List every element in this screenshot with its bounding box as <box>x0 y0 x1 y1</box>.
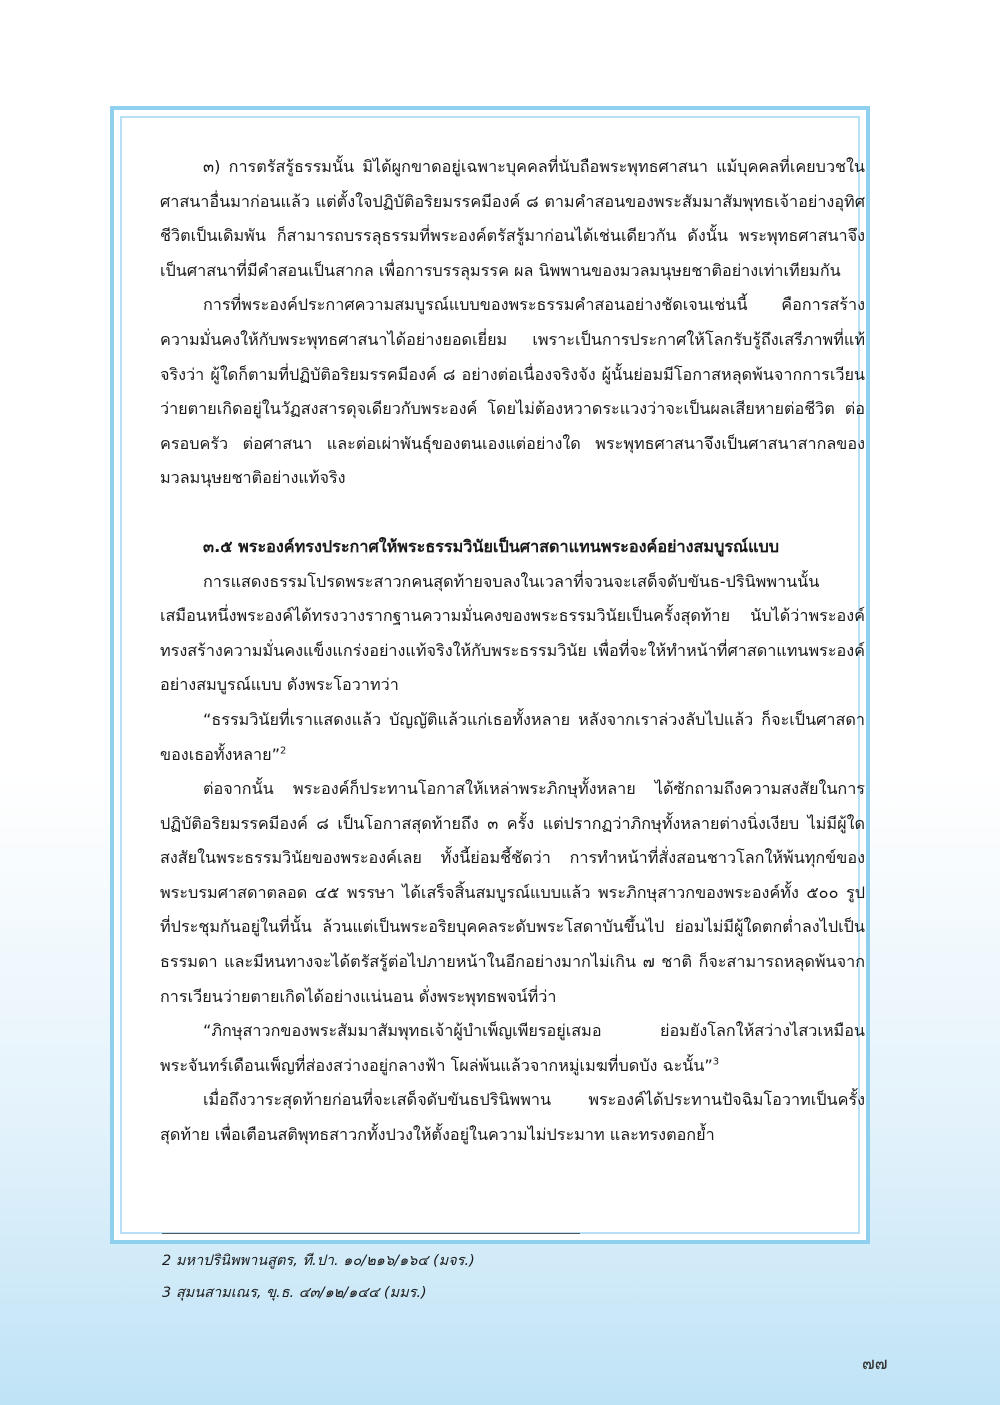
quote-1-text: “ธรรมวินัยที่เราแสดงแล้ว บัญญัติแล้วแก่เธอทั้งหลาย หลังจากเราล่วงลับไปแล้ว ก็จะเป็นศาสดาของเธอทั้งหลาย” <box>160 709 865 764</box>
page-number: ๗๗ <box>862 1354 888 1374</box>
paragraph-5: เมื่อถึงวาระสุดท้ายก่อนที่จะเสด็จดับขันธปรินิพพาน พระองค์ได้ประทานปัจฉิมโอวาทเป็นครั้งสุดท้าย เพื่อเตือนสติพุทธสาวกทั้งปวงให้ตั้งอยู่ในความไม่ประมาท และทรงตอกย้ำ <box>160 1090 865 1145</box>
footnote-ref-3[interactable]: 3 <box>712 1056 720 1068</box>
paragraph-4: ต่อจากนั้น พระองค์ก็ประทานโอกาสให้เหล่าพระภิกษุทั้งหลาย ได้ซักถามถึงความสงสัยในการปฏิบัติอริยมรรคมีองค์ ๘ เป็นโอกาสสุดท้ายถึง ๓ ครั้ง แต่ปรากฏว่าภิกษุทั้งหลายต่างนิ่งเงียบ ไม่มีผู้ใดสงสัยในพระธรรมวินัยของพระองค์เลย ทั้งนี้ย่อมชี้ชัดว่า การทำหน้าที่สั่งสอนชาวโลกให้พ้นทุกข์ของพระบรมศาสดาตลอด ๔๕ พรรษา ได้เสร็จสิ้นสมบูรณ์แบบแล้ว พระภิกษุสาวกของพระองค์ทั้ง ๕๐๐ รูป ที่ประชุมกันอยู่ในที่นั้น ล้วนแต่เป็นพระอริยบุคคลระดับพระโสดาบันขึ้นไป ย่อมไม่มีผู้ใดตกต่ำลงไปเป็นธรรมดา และมีหนทางจะได้ตรัสรู้ต่อไปภายหน้าในอีกอย่างมากไม่เกิน ๗ ชาติ ก็จะสามารถหลุดพ้นจากการเวียนว่ายตายเกิดได้อย่างแน่นอน ดั่งพระพุทธพจน์ที่ว่า <box>160 779 865 1006</box>
footnotes <box>162 1248 862 1312</box>
paragraph-2: การที่พระองค์ประกาศความสมบูรณ์แบบของพระธรรมคำสอนอย่างชัดเจนเช่นนี้ คือการสร้างความมั่นคงให้กับพระพุทธศาสนาได้อย่างยอดเยี่ยม เพราะเป็นการประกาศให้โลกรับรู้ถึงเสรีภาพที่แท้จริงว่า ผู้ใดก็ตามที่ปฏิบัติอริยมรรคมีองค์ ๘ อย่างต่อเนื่องจริงจัง ผู้นั้นย่อมมีโอกาสหลุดพ้นจากการเวียนว่ายตายเกิดอยู่ในวัฏสงสารดุจเดียวกับพระองค์ โดยไม่ต้องหวาดระแวงว่าจะเป็นผลเสียหายต่อชีวิต ต่อครอบครัว ต่อศาสนา และต่อเผ่าพันธุ์ของตนเองแต่อย่างใด พระพุทธศาสนาจึงเป็นศาสนาสากลของมวลมนุษยชาติอย่างแท้จริง <box>160 295 865 488</box>
footnote-divider <box>162 1233 580 1234</box>
document-body <box>160 150 865 1153</box>
section-spacer <box>160 496 865 530</box>
footnote-2: 2 มหาปรินิพพานสูตร, ที.ปา. ๑๐/๒๑๖/๑๖๔ (มจร.) <box>162 1253 475 1269</box>
footnote-3: 3 สุมนสามเณร, ขุ.ธ. ๔๓/๑๒/๑๔๔ (มมร.) <box>162 1285 427 1301</box>
paragraph-3: การแสดงธรรมโปรดพระสาวกคนสุดท้ายจบลงในเวลาที่จวนจะเสด็จดับขันธ-ปรินิพพานนั้น เสมือนหนึ่งพระองค์ได้ทรงวางรากฐานความมั่นคงของพระธรรมวินัยเป็นครั้งสุดท้าย นับได้ว่าพระองค์ทรงสร้างความมั่นคงแข็งแกร่งอย่างแท้จริงให้กับพระธรรมวินัย เพื่อที่จะให้ทำหน้าที่ศาสดาแทนพระองค์อย่างสมบูรณ์แบบ ดังพระโอวาทว่า <box>160 571 865 695</box>
section-heading: ๓.๕ พระองค์ทรงประกาศให้พระธรรมวินัยเป็นศาสดาแทนพระองค์อย่างสมบูรณ์แบบ <box>203 536 780 556</box>
quote-1 <box>160 703 865 772</box>
quote-2 <box>160 1014 865 1083</box>
quote-2-text: “ภิกษุสาวกของพระสัมมาสัมพุทธเจ้าผู้บำเพ็ญเพียรอยู่เสมอ ย่อมยังโลกให้สว่างไสวเหมือนพระจันทร์เดือนเพ็ญที่ส่องสว่างอยู่กลางฟ้า โผล่พ้นแล้วจากหมู่เมฆที่บดบัง ฉะนั้น” <box>160 1021 865 1075</box>
paragraph-1: ๓) การตรัสรู้ธรรมนั้น มิได้ผูกขาดอยู่เฉพาะบุคคลที่นับถือพระพุทธศาสนา แม้บุคคลที่เคยบวชในศาสนาอื่นมาก่อนแล้ว แต่ตั้งใจปฏิบัติอริยมรรคมีองค์ ๘ ตามคำสอนของพระสัมมาสัมพุทธเจ้าอย่างอุทิศชีวิตเป็นเดิมพัน ก็สามารถบรรลุธรรมที่พระองค์ตรัสรู้มาก่อนได้เช่นเดียวกัน ดังนั้น พระพุทธศาสนาจึงเป็นศาสนาที่มีคำสอนเป็นสากล เพื่อการบรรลุมรรค ผล นิพพานของมวลมนุษยชาติอย่างเท่าเทียมกัน <box>160 157 865 280</box>
footnote-ref-2[interactable]: 2 <box>279 745 287 757</box>
